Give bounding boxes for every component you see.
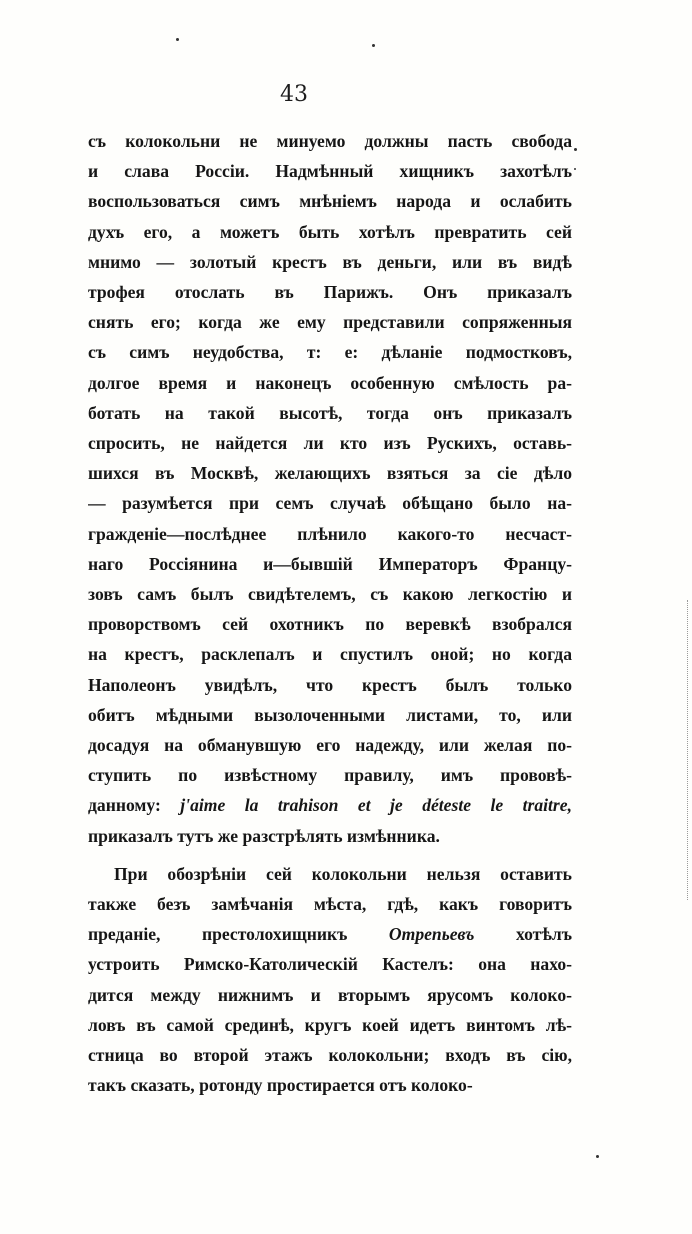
text-line: также безъ замѣчанія мѣста, гдѣ, какъ говоритъ [88, 894, 572, 915]
ink-speck [574, 148, 577, 151]
text-line: спросить, не найдется ли кто изъ Рускихъ, оставь- [88, 433, 572, 454]
text-line: проворствомъ сей охотникъ по веревкѣ взобрался [88, 614, 572, 635]
text-line: на крестъ, расклепалъ и спустилъ оной; но когда [88, 644, 572, 665]
text-line: трофея отослать въ Парижъ. Онъ приказалъ [88, 282, 572, 303]
text-line: мнимо — золотый крестъ въ деньги, или въ видѣ [88, 251, 572, 272]
text-line: При обозрѣніи сей колокольни нельзя оставить [114, 863, 572, 884]
text-line: воспользоваться симъ мнѣніемъ народа и ослабить [88, 191, 572, 212]
text-line: устроить Римско-Католическій Кастелъ: она нахо- [88, 954, 572, 975]
text-line: и слава Россіи. Надмѣнный хищникъ захотѣлъ [88, 161, 572, 182]
text-line: преданіе, престолохищникъ Отрепьевъ хотѣлъ [88, 924, 572, 945]
text-line: наго Россіянина и—бывшій Императоръ Францу- [88, 553, 572, 574]
text-line: данному: j'aime la trahison et je déteste le traitre, [88, 795, 572, 816]
ink-speck [596, 1155, 599, 1158]
text-line: гражденіе—послѣднее плѣнило какого-то несчаст- [88, 523, 572, 544]
text-line: приказалъ тутъ же разстрѣлять измѣнника. [88, 825, 440, 846]
text-line: ботать на такой высотѣ, тогда онъ приказалъ [88, 402, 572, 423]
ink-speck [574, 168, 576, 170]
text-line: досадуя на обманувшую его надежду, или желая по- [88, 735, 572, 756]
paragraph-gap [88, 851, 572, 859]
text-line: дится между нижнимъ и вторымъ ярусомъ колоко- [88, 984, 572, 1005]
ink-speck [176, 38, 179, 41]
italic-phrase: j'aime la trahison et je déteste le traitre, [180, 795, 572, 816]
text-line: такъ сказать, ротонду простирается отъ колоко- [88, 1075, 473, 1096]
body-text [88, 126, 572, 1101]
text-line: духъ его, а можетъ быть хотѣлъ превратить сей [88, 221, 572, 242]
ink-speck [372, 44, 375, 47]
text-line: ступить по извѣстному правилу, имъ прововѣ- [88, 765, 572, 786]
text-line: зовъ самъ былъ свидѣтелемъ, съ какою легкостію и [88, 584, 572, 605]
text-line: съ колокольни не минуемо должны пасть свобода [88, 131, 572, 151]
text-line: снять его; когда же ему представили сопряженныя [88, 312, 572, 333]
text-line: ловъ въ самой срединѣ, кругъ коей идетъ винтомъ лѣ- [88, 1014, 572, 1035]
text-line: Наполеонъ увидѣлъ, что крестъ былъ только [88, 674, 572, 695]
page-number: 43 [280, 82, 308, 107]
italic-phrase: Отрепьевъ [388, 924, 475, 945]
text-line: — разумѣется при семъ случаѣ обѣщано было на- [88, 493, 572, 514]
text-line: шихся въ Москвѣ, желающихъ взяться за сіе дѣло [88, 463, 572, 484]
scan-edge-marks [685, 600, 688, 900]
text-line: долгое время и наконецъ особенную смѣлость ра- [88, 372, 572, 393]
text-line: обитъ мѣдными вызолоченными листами, то, или [88, 704, 572, 725]
text-line: стница во второй этажъ колокольни; входъ въ сію, [88, 1045, 572, 1066]
text-line: съ симъ неудобства, т: е: дѣланіе подмостковъ, [88, 342, 572, 363]
